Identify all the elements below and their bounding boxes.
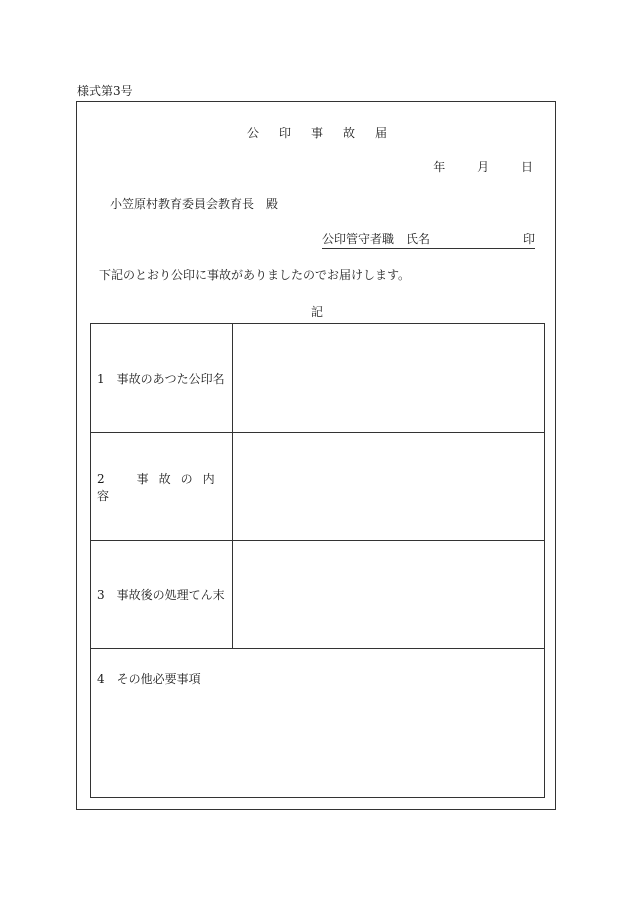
seal-name-field[interactable]: [233, 324, 544, 432]
table-row: [91, 433, 544, 541]
date-line: [419, 158, 533, 175]
form-frame: [76, 101, 556, 810]
incident-details-field[interactable]: [233, 433, 544, 540]
row-label: 2 事故の内容: [91, 433, 233, 540]
date-month-label: 月: [477, 160, 490, 174]
signer-label: 公印管守者職 氏名: [322, 232, 431, 246]
table-row: [91, 541, 544, 649]
form-title: 公印事故届: [246, 126, 407, 140]
signer-line[interactable]: [322, 230, 535, 249]
ki-heading: 記: [310, 305, 323, 319]
form-number: 様式第3号: [77, 84, 133, 98]
date-day-label: 日: [520, 160, 533, 174]
row-label: 1 事故のあつた公印名: [91, 324, 233, 432]
intro-text: 下記のとおり公印に事故がありましたのでお届けします。: [99, 268, 411, 282]
date-year-label: 年: [433, 160, 446, 174]
details-table: [90, 323, 545, 798]
row-label: 3 事故後の処理てん末: [91, 541, 233, 648]
recipient: 小笠原村教育委員会教育長 殿: [110, 197, 279, 211]
table-row: [91, 324, 544, 433]
followup-field[interactable]: [233, 541, 544, 648]
seal-mark: 印: [522, 232, 535, 246]
table-row[interactable]: [91, 649, 544, 797]
row-label: 4 その他必要事項: [97, 672, 201, 686]
